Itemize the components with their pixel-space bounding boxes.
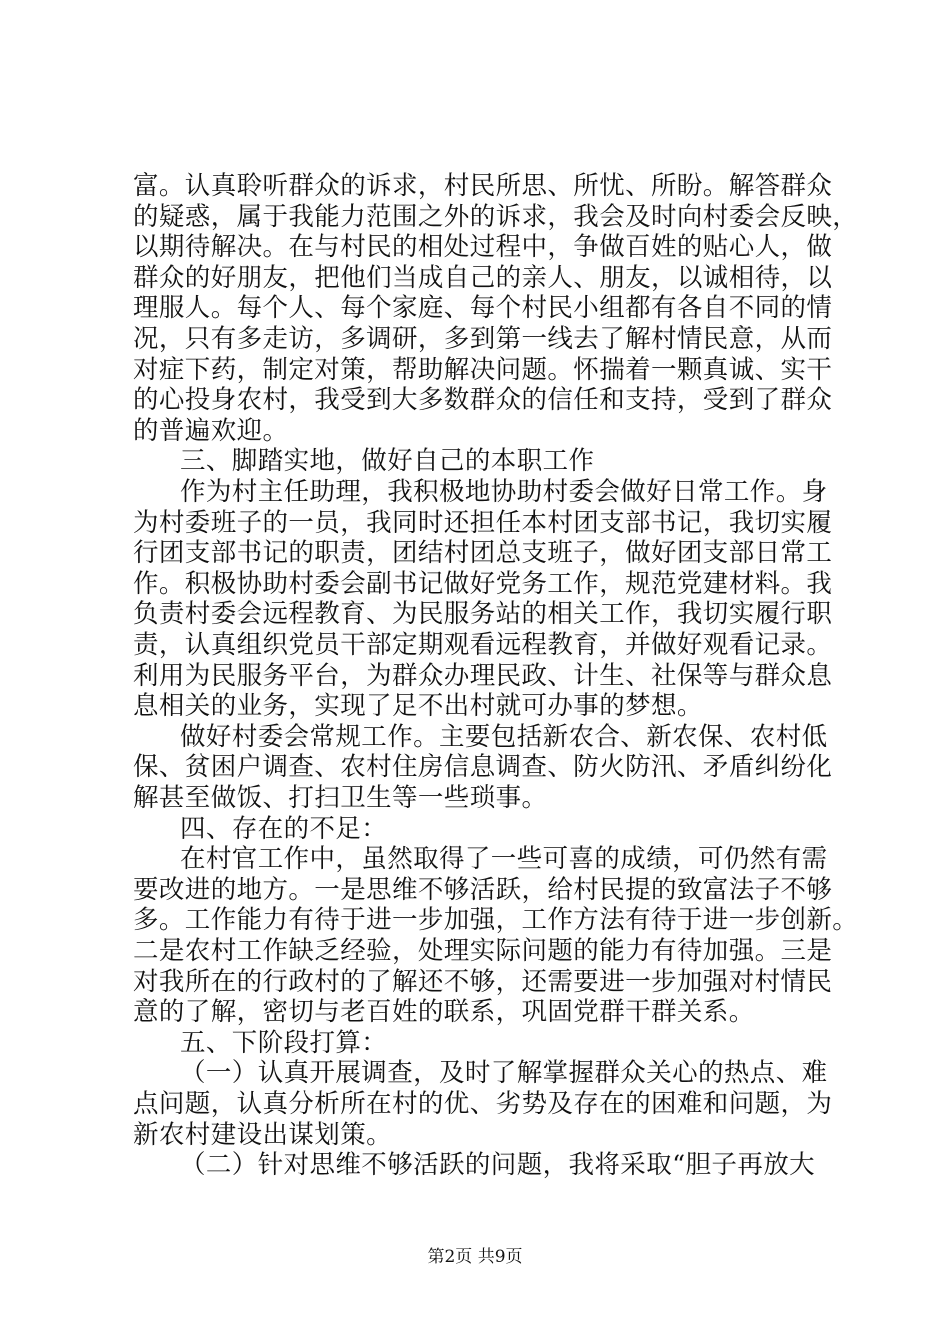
text-line: （二）针对思维不够活跃的问题，我将采取“胆子再放大 [180,1150,816,1180]
text-line: 作为村主任助理，我积极地协助村委会做好日常工作。身 [180,477,828,507]
text-line: 作。积极协助村委会副书记做好党务工作，规范党建材料。我 [133,569,833,599]
text-line: 息相关的业务，实现了足不出村就可办事的梦想。 [133,691,703,721]
text-line: 新农村建设出谋划策。 [133,1120,393,1150]
text-line: 责，认真组织党员干部定期观看远程教育，并做好观看记录。 [133,630,833,660]
text-line: 理服人。每个人、每个家庭、每个村民小组都有各自不同的情 [133,293,833,323]
text-line: 为村委班子的一员，我同时还担任本村团支部书记，我切实履 [133,508,833,538]
text-line: 点问题，认真分析所在村的优、劣势及存在的困难和问题，为 [133,1089,833,1119]
text-line: 负责村委会远程教育、为民服务站的相关工作，我切实履行职 [133,599,833,629]
text-line: 解甚至做饭、打扫卫生等一些琐事。 [133,783,548,813]
text-line: 多。工作能力有待于进一步加强，工作方法有待于进一步创新。 [133,905,859,935]
section-heading: 五、下阶段打算： [180,1028,388,1058]
text-line: （一）认真开展调查，及时了解掌握群众关心的热点、难 [180,1058,828,1088]
text-line: 以期待解决。在与村民的相处过程中，争做百姓的贴心人，做 [133,232,833,262]
section-heading: 四、存在的不足： [180,814,388,844]
text-line: 群众的好朋友，把他们当成自己的亲人、朋友，以诚相待，以 [133,263,833,293]
text-line: 二是农村工作缺乏经验，处理实际问题的能力有待加强。三是 [133,936,833,966]
text-line: 况，只有多走访，多调研，多到第一线去了解村情民意，从而 [133,324,833,354]
text-line: 的心投身农村，我受到大多数群众的信任和支持，受到了群众 [133,385,833,415]
text-line: 保、贫困户调查、农村住房信息调查、防火防汛、矛盾纠纷化 [133,752,833,782]
text-line: 行团支部书记的职责，团结村团总支班子，做好团支部日常工 [133,538,833,568]
text-line: 富。认真聆听群众的诉求，村民所思、所忧、所盼。解答群众 [133,171,833,201]
text-line: 要改进的地方。一是思维不够活跃，给村民提的致富法子不够 [133,875,833,905]
text-line: 的疑惑，属于我能力范围之外的诉求，我会及时向村委会反映， [133,202,859,232]
text-line: 意的了解，密切与老百姓的联系，巩固党群干群关系。 [133,997,755,1027]
text-line: 利用为民服务平台，为群众办理民政、计生、社保等与群众息 [133,661,833,691]
page-footer: 第2页 共9页 [427,1247,523,1267]
text-line: 在村官工作中，虽然取得了一些可喜的成绩，可仍然有需 [180,844,828,874]
text-line: 对症下药，制定对策，帮助解决问题。怀揣着一颗真诚、实干 [133,355,833,385]
text-line: 的普遍欢迎。 [133,416,289,446]
text-line: 对我所在的行政村的了解还不够，还需要进一步加强对村情民 [133,967,833,997]
section-heading: 三、脚踏实地，做好自己的本职工作 [180,446,595,476]
text-line: 做好村委会常规工作。主要包括新农合、新农保、农村低 [180,722,828,752]
